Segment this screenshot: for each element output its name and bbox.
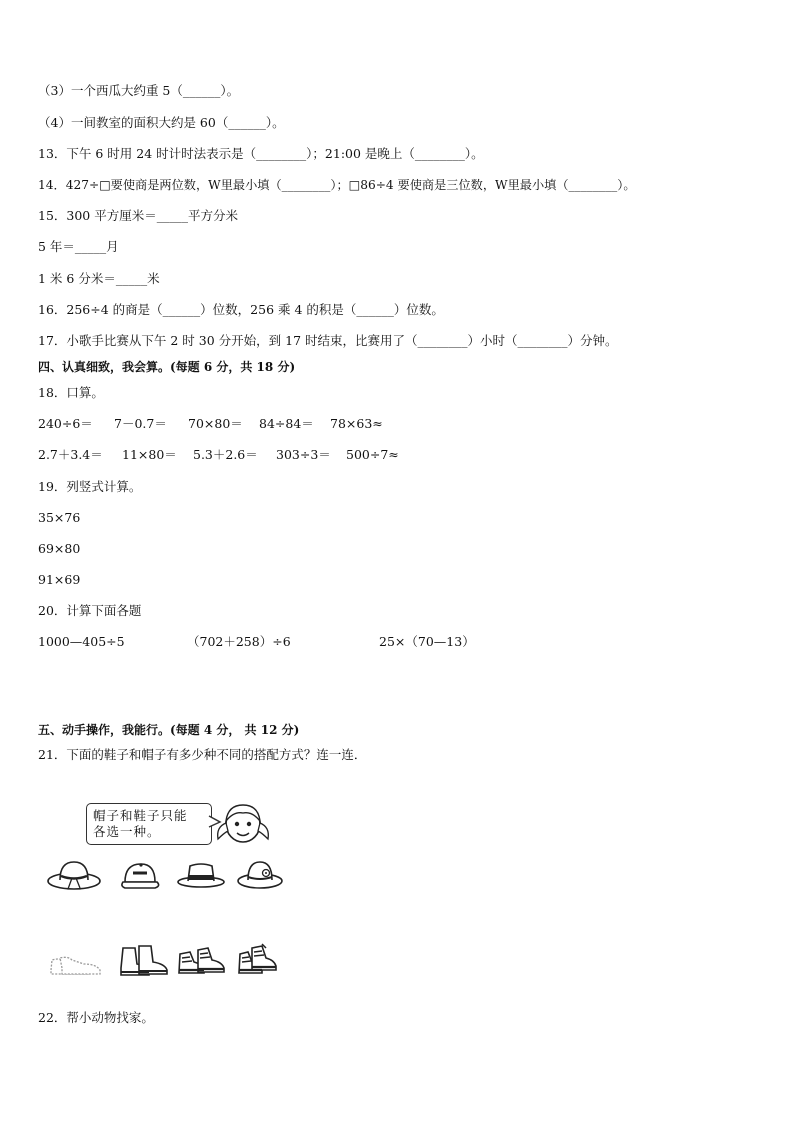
- speech-bubble-text: 帽子和鞋子只能 各选一种。: [93, 808, 188, 839]
- q14: 14．427÷□要使商是两位数，W里最小填（________）；□86÷4 要使商是三位数，W里最小填（________）。: [38, 178, 636, 192]
- flower-hat-icon: [236, 856, 284, 890]
- q20: 20．计算下面各题: [38, 603, 142, 618]
- q15-a: 15．300 平方厘米＝_____平方分米: [38, 208, 238, 223]
- oral-2-1: 2.7＋3.4＝: [38, 447, 103, 462]
- q21: 21．下面的鞋子和帽子有多少种不同的搭配方式？连一连．: [38, 747, 367, 762]
- section-4-heading: 四、认真细致，我会算。(每题 6 分，共 18 分): [38, 360, 296, 374]
- section-5-heading: 五、动手操作，我能行。(每题 4 分， 共 12 分): [38, 723, 300, 737]
- q17: 17．小歌手比赛从下午 2 时 30 分开始，到 17 时结束，比赛用了（________）小时（________）分钟。: [38, 333, 618, 348]
- q12-3: （3）一个西瓜大约重 5（______）。: [38, 83, 240, 98]
- q13: 13．下午 6 时用 24 时计时法表示是（________）；21:00 是晚上（________）。: [38, 146, 484, 161]
- q15-c: 1 米 6 分米＝_____米: [38, 271, 160, 286]
- oral-2-2: 11×80＝: [122, 447, 177, 462]
- speech-bubble: [86, 803, 212, 845]
- q19-b: 69×80: [38, 541, 81, 556]
- q22: 22．帮小动物找家。: [38, 1010, 154, 1025]
- fedora-icon: [176, 860, 226, 890]
- boot-icon: [117, 942, 171, 978]
- sneaker-icon: [48, 950, 104, 978]
- q19-a: 35×76: [38, 510, 81, 525]
- q15-b: 5 年＝_____月: [38, 239, 119, 254]
- oral-1-4: 84÷84＝: [259, 416, 314, 431]
- oral-2-5: 500÷7≈: [346, 447, 399, 462]
- girl-face-icon: [212, 797, 274, 849]
- oral-1-3: 70×80＝: [188, 416, 243, 431]
- q16: 16．256÷4 的商是（______）位数，256 乘 4 的积是（______）位数。: [38, 302, 444, 317]
- calc-1: 1000—405÷5: [38, 634, 125, 649]
- oral-1-5: 78×63≈: [330, 416, 383, 431]
- oral-1-1: 240÷6＝: [38, 416, 93, 431]
- sun-hat-icon: [46, 856, 102, 892]
- q19-c: 91×69: [38, 572, 81, 587]
- calc-2: （702＋258）÷6: [187, 634, 291, 649]
- calc-3: 25×（70—13）: [379, 634, 475, 649]
- oral-2-4: 303÷3＝: [276, 447, 331, 462]
- oral-1-2: 7－0.7＝: [114, 416, 167, 431]
- high-top-icon: [176, 944, 228, 976]
- q18: 18．口算。: [38, 385, 104, 400]
- lace-shoe-icon: [236, 942, 280, 978]
- q12-4: （4）一间教室的面积大约是 60（______）。: [38, 115, 285, 130]
- q19: 19．列竖式计算。: [38, 479, 142, 494]
- oral-2-3: 5.3＋2.6＝: [193, 447, 258, 462]
- cap-icon: [117, 858, 163, 892]
